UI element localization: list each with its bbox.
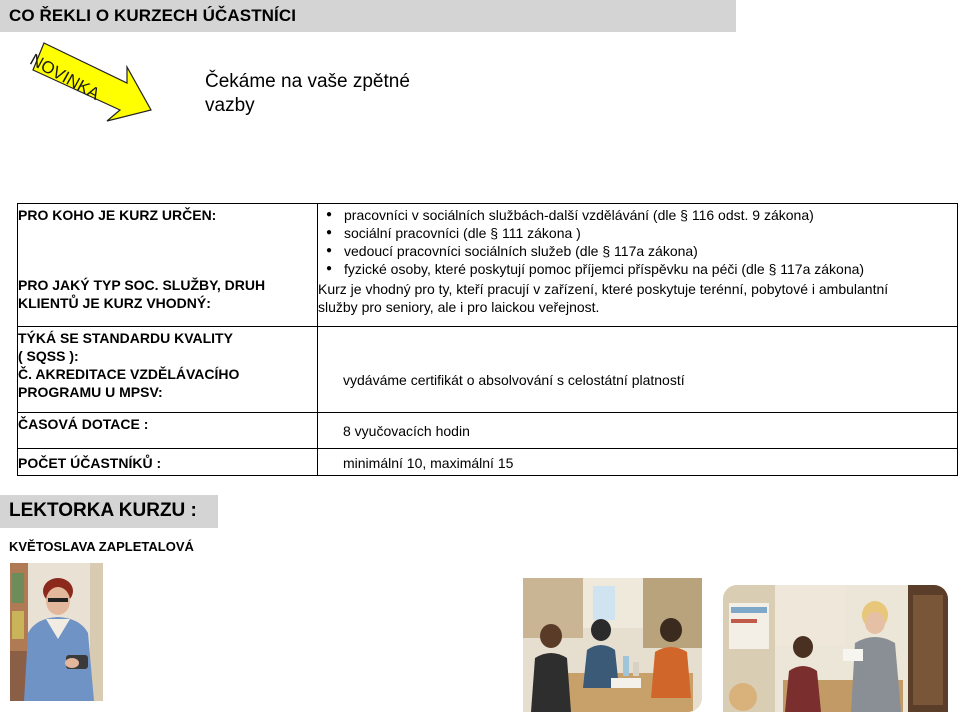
list-item: ● pracovníci v sociálních službách-další vzdělávání (dle § 116 odst. 9 zákona): [326, 206, 957, 224]
course-info-table: [17, 203, 958, 476]
hours-value: 8 vyučovacích hodin: [343, 422, 470, 439]
page-title: CO ŘEKLI O KURZECH ÚČASTNÍCI: [9, 6, 297, 25]
course-photo-2: [723, 585, 948, 712]
list-item: ● sociální pracovníci (dle § 111 zákona ): [326, 224, 957, 242]
table-row-hours: [18, 412, 958, 448]
feedback-line-2: vazby: [205, 95, 255, 116]
service-type-label-1: PRO JAKÝ TYP SOC. SLUŽBY, DRUH: [18, 277, 266, 293]
accreditation-value: vydáváme certifikát o absolvování s celostátní platností: [343, 371, 685, 388]
list-item: ● fyzické osoby, které poskytují pomoc příjemci příspěvku na péči (dle § 117a zákona): [326, 260, 957, 278]
service-type-value-2: služby pro seniory, ale i pro laickou veřejnost.: [318, 299, 600, 315]
lecturer-photo: [10, 563, 103, 701]
accreditation-label-3: Č. AKREDITACE VZDĚLÁVACÍHO: [18, 365, 240, 382]
course-photo-1: [523, 578, 702, 712]
lecturer-heading: LEKTORKA KURZU :: [9, 500, 197, 521]
list-item: ● vedoucí pracovníci sociálních služeb (dle § 117a zákona): [326, 242, 957, 260]
feedback-line-1: Čekáme na vaše zpětné: [205, 71, 410, 92]
table-row-target: [18, 204, 958, 317]
novinka-label: NOVINKA: [26, 50, 103, 104]
table-row-accreditation: [18, 326, 958, 412]
service-type-value-1: Kurz je vhodný pro ty, kteří pracují v zařízení, které poskytuje terénní, pobytové i ambulantní: [318, 281, 889, 297]
participants-label: POČET ÚČASTNÍKŮ :: [18, 454, 162, 471]
accreditation-label-4: PROGRAMU U MPSV:: [18, 383, 163, 400]
header-banner: [0, 0, 736, 32]
target-list: [318, 206, 957, 316]
service-type-label-2: KLIENTŮ JE KURZ VHODNÝ:: [18, 295, 211, 311]
feedback-prompt: [205, 70, 435, 118]
table-row-participants: [18, 448, 958, 475]
accreditation-label-1: TÝKÁ SE STANDARDU KVALITY: [18, 329, 233, 346]
lecturer-heading-box: [0, 495, 218, 528]
accreditation-label-2: ( SQSS ):: [18, 347, 79, 364]
lecturer-name: KVĚTOSLAVA ZAPLETALOVÁ: [9, 539, 194, 554]
target-label: PRO KOHO JE KURZ URČEN:: [18, 207, 217, 223]
participants-value: minimální 10, maximální 15: [343, 454, 514, 471]
hours-label: ČASOVÁ DOTACE :: [18, 415, 149, 432]
